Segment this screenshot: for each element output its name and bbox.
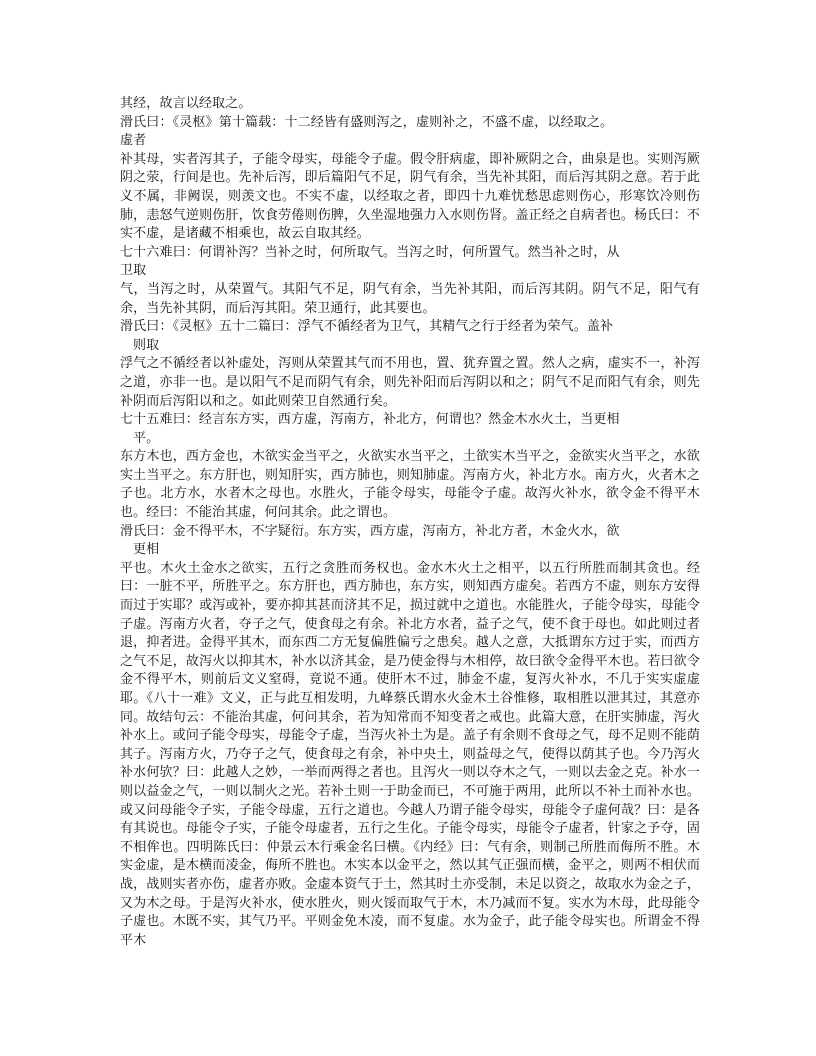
paragraph: 七十六难曰：何谓补泻？当补之时，何所取气。当泻之时，何所置气。然当补之时，从 [120,244,620,260]
paragraph: 平也。木火土金水之欲实，五行之贪胜而务权也。金水木火土之相平，以五行所胜而制其贪也。经曰：一脏不平，所胜平之。东方肝也，西方肺也，东方实，则知西方虚矣。若西方不虚，则东方安得而过于实耶？或泻或补，要亦抑其甚而济其不足，损过就中之道也。水能胜火，子能令母实，母能令子虚。泻南方火者，夺子之气，使食母之有余。补北方水者，益子之气，使不食于母也。如此则过者退，抑者进。金得平其木，而东西二方无复偏胜偏亏之患矣。越人之意，大抵谓东方过于实，而西方之气不足，故泻火以抑其木，补水以济其金，是乃使金得与木相停，故曰欲令金得平木也。若曰欲令金不得平木，则前后文义窒碍，竟说不通。使肝木不过，肺金不虚，复泻火补水，不几于实实虚虚耶。《八十一难》文义，正与此互相发明，九峰蔡氏谓水火金木土谷惟修，取相胜以泄其过，其意亦同。故结句云：不能治其虚，何问其余，若为知常而不知变者之戒也。此篇大意，在肝实肺虚，泻火补水上。或问子能令母实，母能令子虚，当泻火补土为是。盖子有余则不食母之气，母不足则不能荫其子。泻南方火，乃夺子之气，使食母之有余，补中央土，则益母之气，使得以荫其子也。今乃泻火补水何欤？曰：此越人之妙，一举而两得之者也。且泻火一则以夺木之气，一则以去金之克。补水一则以益金之气，一则以制火之光。若补土则一于助金而已，不可施于两用，此所以不补土而补水也。或又问母能令子实，子能令母虚，五行之道也。今越人乃谓子能令母实，母能令子虚何哉？曰：是各有其说也。母能令子实，子能令母虚者，五行之生化。子能令母实，母能令子虚者，针家之予夺，固不相侔也。四明陈氏曰：仲景云木行乘金名曰横。《内经》曰：气有余，则制己所胜而侮所不胜。木实金虚，是木横而凌金，侮所不胜也。木实本以金平之，然以其气正强而横，金平之，则两不相伏而战，战则实者亦伤，虚者亦败。金虚本资气于土，然其时土亦受制，未足以资之，故取水为金之子，又为木之母。于是泻火补水，使水胜火，则火馁而取气于木，木乃减而不复。实水为木母，此母能令子虚也。木既不实，其气乃平。平则金免木凌，而不复虚。水为金子，此子能令母实也。所谓金不得平木 [120,560,700,948]
paragraph: 气，当泻之时，从荣置气。其阳气不足，阴气有余，当先补其阳，而后泻其阴。阴气不足，阳气有余，当先补其阴，而后泻其阳。荣卫通行，此其要也。 [120,281,700,316]
paragraph: 其经，故言以经取之。 [120,96,252,111]
paragraph: 七十五难曰：经言东方实，西方虚，泻南方，补北方，何谓也？然金木水火土，当更相 [120,412,620,428]
paragraph: 东方木也，西方金也，木欲实金当平之，火欲实水当平之，土欲实木当平之，金欲实火当平之，水欲实土当平之。东方肝也，则知肝实，西方肺也，则知肺虚。泻南方火，补北方水。南方火，火者木之子也。北方水，水者木之母也。水胜火，子能令母实，母能令子虚。故泻火补水，欲令金不得平木也。经曰：不能治其虚，何问其余。此之谓也。 [120,449,700,521]
paragraph: 滑氏曰：金不得平木，不字疑衍。东方实，西方虚，泻南方，补北方者，木金火水，欲 [120,523,620,539]
paragraph: 平。 [133,430,160,446]
document-page [120,95,700,950]
paragraph: 滑氏曰：《灵枢》第十篇载：十二经皆有盛则泻之，虚则补之，不盛不虚，以经取之。 [120,114,614,130]
paragraph: 虚者 [120,133,147,149]
paragraph: 则取 [133,337,160,353]
paragraph: 滑氏曰：《灵枢》五十二篇曰：浮气不循经者为卫气，其精气之行于经者为荣气。盖补 [120,319,614,335]
paragraph: 浮气之不循经者以补虚处，泻则从荣置其气而不用也，置、犹弃置之置。然人之病，虚实不一，补泻之道，亦非一也。是以阳气不足而阴气有余，则先补阳而后泻阴以和之；阴气不足而阳气有余，则先补阴而后泻阳以和之。如此则荣卫自然通行矣。 [120,356,700,409]
paragraph: 卫取 [120,263,147,279]
paragraph: 更相 [133,542,160,558]
paragraph: 补其母，实者泻其子，子能令母实，母能令子虚。假令肝病虚，即补厥阴之合，曲泉是也。实则泻厥阴之荥，行间是也。先补后泻，即后篇阳气不足，阴气有余，当先补其阳，而后泻其阴之意。若于此义不属，非阙误，则羡文也。不实不虚，以经取之者，即四十九难忧愁思虑则伤心，形寒饮冷则伤肺，恚怒气逆则伤肝，饮食劳倦则伤脾，久坐湿地强力入水则伤肾。盖正经之自病者也。杨氏曰：不实不虚，是诸藏不相乘也，故云自取其经。 [120,151,700,242]
